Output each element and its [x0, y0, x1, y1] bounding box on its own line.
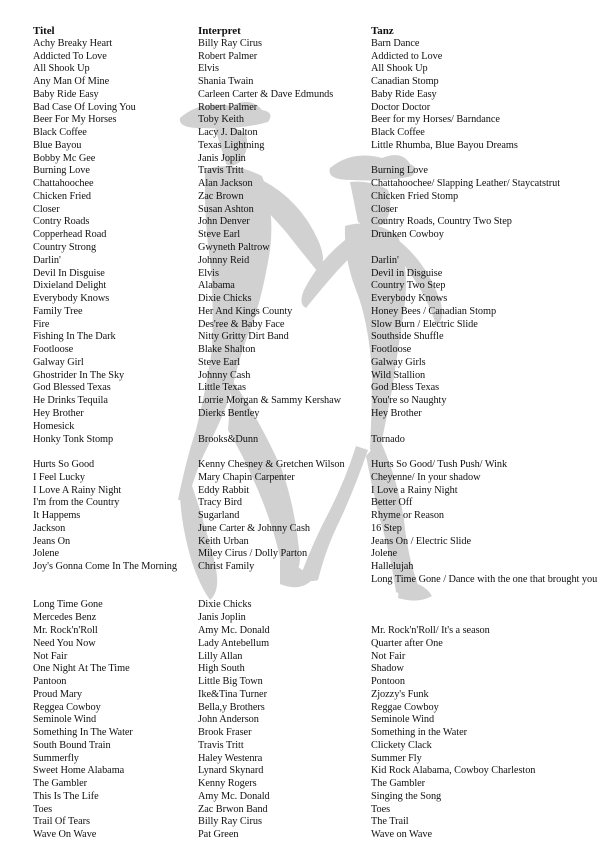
cell-titel: Footloose	[33, 344, 74, 356]
cell-titel: Chicken Fried	[33, 190, 91, 202]
cell-interpret	[198, 421, 371, 434]
cell-titel: Homesick	[33, 420, 75, 432]
cell-interpret	[198, 446, 371, 459]
cell-titel: Honky Tonk Stomp	[33, 433, 114, 445]
cell-tanz: The Gambler	[371, 778, 426, 790]
cell-tanz	[371, 599, 611, 612]
cell-tanz: Hurts So Good/ Tush Push/ Wink	[371, 459, 508, 471]
cell-titel: Dixieland Delight	[33, 280, 107, 292]
cell-tanz: Drunken Cowboy	[371, 229, 444, 241]
cell-tanz	[371, 612, 611, 625]
cell-titel: Need You Now	[33, 637, 96, 649]
cell-interpret: Susan Ashton	[198, 203, 254, 215]
cell-tanz: Honey Bees / Canadian Stomp	[371, 305, 497, 317]
cell-tanz: Footloose	[371, 344, 412, 356]
cell-interpret: Zac Brown	[198, 190, 244, 202]
cell-interpret: Elvis	[198, 63, 219, 75]
column-titel	[33, 25, 198, 842]
cell-tanz: Country Roads, Country Two Step	[371, 216, 512, 228]
cell-interpret: Lady Antebellum	[198, 637, 270, 649]
cell-titel: Darlin'	[33, 254, 61, 266]
cell-titel: All Shook Up	[33, 63, 90, 75]
cell-interpret: High South	[198, 663, 245, 675]
cell-interpret: Little Texas	[198, 382, 246, 394]
cell-tanz: Southside Shuffle	[371, 331, 444, 343]
cell-interpret: Kenny Chesney & Gretchen Wilson	[198, 459, 345, 471]
cell-titel: I Love A Rainy Night	[33, 484, 122, 496]
cell-titel	[33, 446, 198, 459]
cell-tanz: Baby Ride Easy	[371, 88, 437, 100]
cell-tanz: Seminole Wind	[371, 714, 435, 726]
cell-titel: Fire	[33, 318, 50, 330]
cell-titel: Proud Mary	[33, 688, 82, 700]
cell-titel: Galway Girl	[33, 356, 84, 368]
cell-tanz: Long Time Gone / Dance with the one that brought you	[371, 573, 598, 585]
header-interpret: Interpret	[198, 25, 241, 37]
cell-interpret: Lacy J. Dalton	[198, 127, 258, 139]
cell-titel: Mr. Rock'n'Roll	[33, 625, 98, 636]
cell-titel: Hurts So Good	[33, 459, 95, 471]
cell-titel: The Gambler	[33, 778, 88, 790]
cell-titel: Jackson	[33, 522, 66, 534]
cell-titel: Joy's Gonna Come In The Morning	[33, 561, 177, 573]
cell-interpret: Elvis	[198, 267, 219, 279]
cell-titel: Country Strong	[33, 242, 97, 254]
cell-titel: Copperhead Road	[33, 229, 107, 241]
cell-tanz: God Bless Texas	[371, 382, 440, 394]
cell-titel: Bad Case Of Loving You	[33, 101, 136, 113]
cell-interpret: Nitty Gritty Dirt Band	[198, 331, 289, 343]
cell-interpret: Janis Joplin	[198, 612, 246, 624]
cell-interpret: Janis Joplin	[198, 152, 246, 164]
cell-interpret: Johnny Cash	[198, 369, 251, 381]
cell-tanz: Closer	[371, 203, 398, 215]
cell-titel: Fishing In The Dark	[33, 331, 116, 343]
cell-tanz: Mr. Rock'n'Roll/ It's a season	[371, 625, 490, 636]
cell-interpret: Haley Westenra	[198, 752, 263, 764]
cell-interpret: Gwyneth Paltrow	[198, 242, 270, 254]
cell-titel: I'm from the Country	[33, 497, 120, 509]
cell-interpret: Travis Tritt	[198, 165, 244, 177]
cell-tanz: Tornado	[371, 433, 405, 445]
cell-tanz: Black Coffee	[371, 127, 425, 139]
cell-titel: Sweet Home Alabama	[33, 765, 125, 777]
cell-tanz: Burning Love	[371, 165, 428, 177]
cell-interpret: Brooks&Dunn	[198, 433, 259, 445]
cell-interpret: Des'ree & Baby Face	[198, 318, 285, 330]
cell-titel: Jolene	[33, 548, 60, 560]
cell-tanz: Quarter after One	[371, 637, 443, 649]
cell-tanz: Toes	[371, 803, 391, 815]
cell-titel: This Is The Life	[33, 790, 99, 802]
cell-interpret: Billy Ray Cirus	[198, 816, 262, 828]
cell-titel: I Feel Lucky	[33, 471, 86, 483]
cell-interpret: Carleen Carter & Dave Edmunds	[198, 88, 334, 100]
cell-titel: Family Tree	[33, 305, 83, 317]
cell-tanz: Canadian Stomp	[371, 76, 439, 88]
cell-tanz: Zjozzy's Funk	[371, 688, 429, 700]
cell-tanz	[371, 242, 611, 255]
cell-interpret: Dixie Chicks	[198, 599, 252, 611]
cell-titel: Not Fair	[33, 650, 68, 662]
cell-interpret: John Denver	[198, 216, 250, 228]
cell-titel: Black Coffee	[33, 127, 87, 139]
cell-tanz	[371, 421, 611, 434]
cell-titel: God Blessed Texas	[33, 382, 111, 394]
cell-interpret	[198, 574, 371, 600]
cell-interpret: Kenny Rogers	[198, 778, 257, 790]
cell-interpret: Amy Mc. Donald	[198, 790, 270, 802]
cell-tanz: Clickety Clack	[371, 739, 432, 751]
cell-tanz: Cheyenne/ In your shadow	[371, 471, 481, 483]
cell-tanz: All Shook Up	[371, 63, 428, 75]
cell-interpret: Alabama	[198, 280, 235, 292]
cell-interpret: Her And Kings County	[198, 305, 293, 317]
cell-interpret: Robert Palmer	[198, 50, 258, 62]
cell-interpret: Johnny Reid	[198, 254, 250, 266]
cell-titel	[33, 574, 198, 600]
cell-titel: One Night At The Time	[33, 663, 130, 675]
cell-interpret: Eddy Rabbit	[198, 484, 250, 496]
cell-interpret: Sugarland	[198, 510, 240, 522]
cell-tanz: Beer for my Horses/ Barndance	[371, 114, 500, 126]
cell-tanz	[371, 153, 611, 166]
cell-titel: Baby Ride Easy	[33, 88, 99, 100]
cell-interpret: Dierks Bentley	[198, 407, 260, 419]
cell-interpret: Lorrie Morgan & Sammy Kershaw	[198, 395, 342, 407]
cell-interpret: Pat Green	[198, 829, 239, 841]
cell-titel: Blue Bayou	[33, 139, 82, 151]
cell-titel: Trail Of Tears	[33, 816, 90, 828]
column-interpret	[198, 25, 371, 842]
cell-interpret: Brook Fraser	[198, 727, 252, 739]
cell-titel: Pantoon	[33, 676, 67, 688]
cell-interpret: Ike&Tina Turner	[198, 688, 267, 700]
cell-titel: Reggea Cowboy	[33, 701, 101, 713]
cell-interpret: Bella,y Brothers	[198, 701, 265, 713]
cell-titel: Wave On Wave	[33, 829, 97, 841]
cell-tanz: Jolene	[371, 548, 398, 560]
cell-tanz: Chicken Fried Stomp	[371, 190, 459, 202]
cell-titel: Hey Brother	[33, 407, 84, 419]
header-titel: Titel	[33, 25, 55, 37]
cell-titel: Jeans On	[33, 535, 71, 547]
cell-titel: Bobby Mc Gee	[33, 152, 96, 164]
cell-titel: South Bound Train	[33, 739, 111, 751]
cell-tanz: Singing the Song	[371, 790, 442, 802]
cell-interpret: Shania Twain	[198, 76, 254, 88]
cell-titel: Something In The Water	[33, 727, 133, 739]
cell-titel: Mercedes Benz	[33, 612, 97, 624]
cell-titel: Burning Love	[33, 165, 90, 177]
cell-interpret: Steve Earl	[198, 229, 241, 241]
cell-tanz: Little Rhumba, Blue Bayou Dreams	[371, 139, 518, 151]
cell-interpret: Christ Family	[198, 561, 255, 573]
cell-interpret: Keith Urban	[198, 535, 249, 547]
cell-tanz: Addicted to Love	[371, 50, 443, 62]
cell-tanz: Hallelujah	[371, 561, 414, 573]
cell-tanz: Devil in Disguise	[371, 267, 443, 279]
cell-tanz: Darlin'	[371, 254, 399, 266]
cell-interpret: Toby Keith	[198, 114, 244, 126]
cell-titel: Long Time Gone	[33, 599, 103, 611]
cell-titel: Achy Breaky Heart	[33, 37, 113, 49]
cell-titel: Summerfly	[33, 752, 79, 764]
cell-tanz: The Trail	[371, 816, 409, 828]
cell-tanz: Slow Burn / Electric Slide	[371, 318, 478, 330]
cell-tanz: Rhyme or Reason	[371, 510, 445, 522]
cell-titel: He Drinks Tequila	[33, 395, 108, 407]
cell-titel: Closer	[33, 203, 60, 215]
cell-tanz: Better Off	[371, 497, 413, 509]
cell-tanz: I Love a Rainy Night	[371, 484, 458, 496]
cell-interpret: June Carter & Johnny Cash	[198, 522, 311, 534]
cell-tanz	[371, 446, 611, 459]
column-tanz	[371, 25, 611, 842]
cell-tanz: Chattahoochee/ Slapping Leather/ Staycatstrut	[371, 178, 561, 190]
cell-tanz: Country Two Step	[371, 280, 446, 292]
cell-interpret: Miley Cirus / Dolly Parton	[198, 548, 308, 560]
cell-tanz: Something in the Water	[371, 727, 467, 739]
header-tanz: Tanz	[371, 25, 394, 37]
cell-interpret: Texas Lightning	[198, 139, 265, 151]
cell-titel: Beer For My Horses	[33, 114, 117, 126]
cell-tanz: Wild Stallion	[371, 369, 426, 381]
cell-interpret: Steve Earl	[198, 356, 241, 368]
cell-tanz: Summer Fly	[371, 752, 422, 764]
cell-interpret: Amy Mc. Donald	[198, 625, 270, 636]
cell-tanz: Not Fair	[371, 650, 406, 662]
cell-tanz: Kid Rock Alabama, Cowboy Charleston	[371, 765, 536, 777]
cell-titel: Chattahoochee	[33, 178, 94, 190]
cell-interpret: Alan Jackson	[198, 178, 253, 190]
cell-tanz: Reggae Cowboy	[371, 701, 439, 713]
cell-interpret: Lilly Allan	[198, 650, 243, 662]
cell-tanz: Jeans On / Electric Slide	[371, 535, 471, 547]
cell-interpret: Lynard Skynard	[198, 765, 264, 777]
cell-tanz: Shadow	[371, 663, 404, 675]
cell-titel: Seminole Wind	[33, 714, 97, 726]
cell-tanz: Galway Girls	[371, 356, 426, 368]
cell-tanz: Pontoon	[371, 676, 405, 688]
cell-interpret: Little Big Town	[198, 676, 263, 688]
cell-tanz: Hey Brother	[371, 407, 422, 419]
cell-titel: Addicted To Love	[33, 50, 107, 62]
cell-titel: Everybody Knows	[33, 293, 110, 305]
cell-titel: Toes	[33, 803, 53, 815]
cell-titel: Ghostrider In The Sky	[33, 369, 125, 381]
cell-interpret: Tracy Bird	[198, 497, 243, 509]
cell-titel: It Happems	[33, 510, 81, 522]
cell-interpret: Billy Ray Cirus	[198, 37, 262, 49]
cell-tanz: Doctor Doctor	[371, 101, 431, 113]
cell-interpret: Travis Tritt	[198, 739, 244, 751]
cell-interpret: John Anderson	[198, 714, 259, 726]
cell-interpret: Blake Shalton	[198, 344, 256, 356]
cell-tanz: 16 Step	[371, 522, 402, 534]
cell-tanz: You're so Naughty	[371, 395, 447, 407]
cell-interpret: Mary Chapin Carpenter	[198, 471, 295, 483]
cell-interpret: Zac Brwon Band	[198, 803, 268, 815]
cell-titel: Devil In Disguise	[33, 267, 105, 279]
cell-titel: Contry Roads	[33, 216, 90, 228]
cell-tanz: Barn Dance	[371, 37, 420, 49]
cell-interpret: Robert Palmer	[198, 101, 258, 113]
cell-titel: Any Man Of Mine	[33, 76, 110, 88]
cell-tanz: Wave on Wave	[371, 829, 433, 841]
cell-interpret: Dixie Chicks	[198, 293, 252, 305]
cell-tanz: Everybody Knows	[371, 293, 448, 305]
